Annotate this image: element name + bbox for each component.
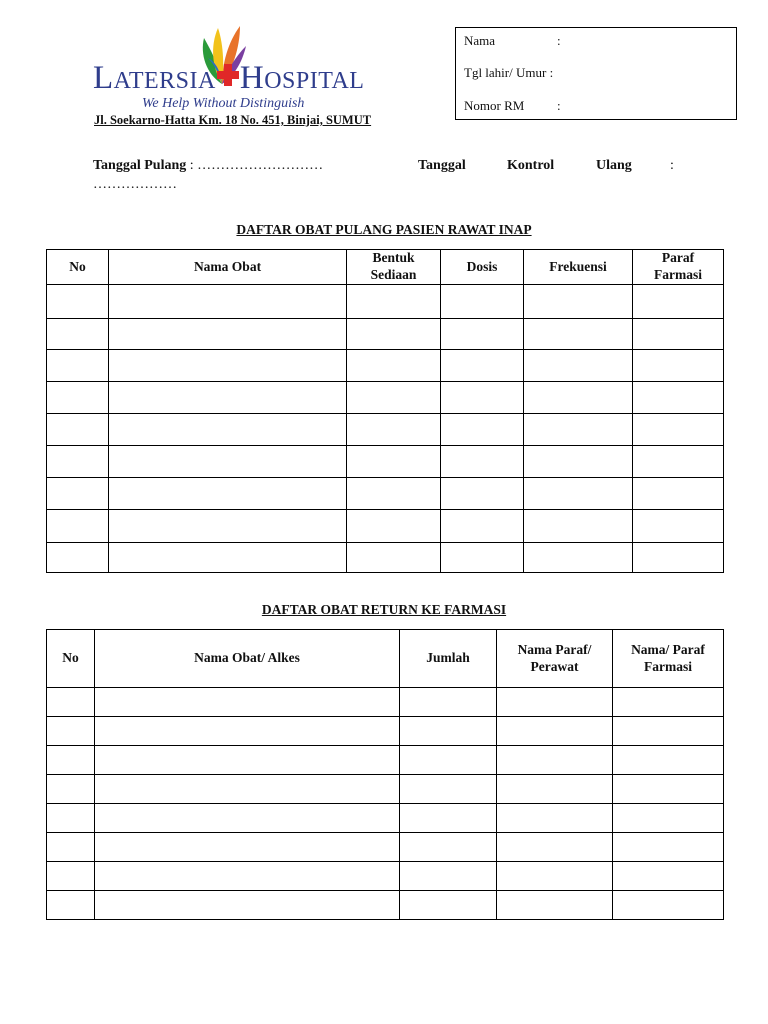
discharge-date-line [93,159,323,173]
return-medication-title: DAFTAR OBAT RETURN KE FARMASI [261,602,507,617]
table-cell[interactable] [47,319,109,350]
table-cell[interactable] [497,833,613,862]
table-cell[interactable] [47,350,109,382]
table-cell[interactable] [347,319,441,350]
table-cell[interactable] [95,833,400,862]
return-medication-table [46,629,724,920]
header-nama-obat: Nama Obat [109,250,347,285]
table-cell[interactable] [613,717,724,746]
table-cell[interactable] [400,688,497,717]
table-cell[interactable] [47,478,109,510]
table-cell[interactable] [47,446,109,478]
table-row [47,414,724,446]
patient-name-label: Nama [464,33,496,48]
header-paraf-line1: Paraf [661,250,695,266]
table-cell[interactable] [441,285,524,319]
logo-initial-h: H [239,60,265,96]
table-cell[interactable] [400,775,497,804]
table-cell[interactable] [400,746,497,775]
table-cell[interactable] [613,746,724,775]
table-cell[interactable] [497,688,613,717]
table-cell[interactable] [524,414,633,446]
table-cell[interactable] [347,478,441,510]
table-cell[interactable] [497,746,613,775]
table-cell[interactable] [95,891,400,920]
table-cell[interactable] [47,717,95,746]
table-cell[interactable] [47,804,95,833]
table-row [47,891,724,920]
table-cell[interactable] [524,350,633,382]
patient-name-colon: : [557,33,561,48]
table-cell[interactable] [347,446,441,478]
table-cell[interactable] [47,688,95,717]
table-cell[interactable] [95,717,400,746]
table-cell[interactable] [95,775,400,804]
table-cell[interactable] [400,804,497,833]
header-bentuk-line2: Sediaan [370,267,417,282]
table-header-row [47,250,724,285]
header-bentuk-sediaan [347,250,441,285]
table-cell[interactable] [95,862,400,891]
table-cell[interactable] [109,382,347,414]
table-cell[interactable] [347,543,441,573]
table-cell[interactable] [109,414,347,446]
discharge-medication-table [46,249,724,573]
header-paraf-line2: Farmasi [654,267,702,282]
table-cell[interactable] [633,285,724,319]
table-cell[interactable] [524,382,633,414]
table-row [47,717,724,746]
table-cell[interactable] [633,350,724,382]
table-header-row [47,630,724,688]
control-date-word-tanggal: Tanggal [418,158,466,173]
table-cell[interactable] [95,688,400,717]
table-cell[interactable] [109,350,347,382]
table-cell[interactable] [613,891,724,920]
table-row [47,688,724,717]
table-cell[interactable] [441,350,524,382]
table-row [47,510,724,543]
hospital-logo-name [93,62,364,95]
table-cell[interactable] [497,717,613,746]
table-row [47,446,724,478]
table-cell[interactable] [441,319,524,350]
header-dosis: Dosis [441,250,524,285]
logo-initial-l: L [93,60,114,96]
table-cell[interactable] [400,862,497,891]
patient-info-box [455,27,737,120]
header-perawat-line2: Perawat [530,658,579,674]
control-date-word-ulang: Ulang [596,158,632,173]
table-cell[interactable] [47,543,109,573]
header-no: No [47,250,109,285]
header-perawat-line1: Nama Paraf/ [517,641,592,657]
hospital-address: Jl. Soekarno-Hatta Km. 18 No. 451, Binjai, SUMUT [94,113,372,127]
table-cell[interactable] [633,478,724,510]
table-cell[interactable] [400,833,497,862]
table-cell[interactable] [47,891,95,920]
table-cell[interactable] [633,510,724,543]
patient-rm-label: Nomor RM [464,98,525,113]
control-date-colon: : [670,158,674,173]
table-row [47,775,724,804]
header-no: No [47,630,95,688]
table-cell[interactable] [633,382,724,414]
header-farmasi-line1: Nama/ Paraf [631,641,705,657]
header-nama-obat-alkes: Nama Obat/ Alkes [95,630,400,688]
table-cell[interactable] [400,891,497,920]
table-cell[interactable] [497,862,613,891]
table-cell[interactable] [613,862,724,891]
logo-name-part2: OSPITAL [264,68,365,94]
table-cell[interactable] [441,446,524,478]
header-nama-paraf-farmasi [613,630,724,688]
control-date-word-kontrol: Kontrol [507,158,555,173]
table-cell[interactable] [47,382,109,414]
table-cell[interactable] [524,543,633,573]
header-paraf-farmasi [633,250,724,285]
table-cell[interactable] [47,746,95,775]
table-cell[interactable] [497,804,613,833]
table-cell[interactable] [613,775,724,804]
table-row [47,285,724,319]
table-cell[interactable] [524,446,633,478]
table-cell[interactable] [109,446,347,478]
table-cell[interactable] [95,746,400,775]
table-cell[interactable] [47,775,95,804]
control-date-dots: ……………… [93,177,177,192]
hospital-tagline: We Help Without Distinguish [142,96,305,111]
table-cell[interactable] [47,510,109,543]
table-cell[interactable] [497,891,613,920]
table-cell[interactable] [47,285,109,319]
logo-name-part1: ATERSIA [113,68,216,94]
table-row [47,319,724,350]
header-jumlah: Jumlah [400,630,497,688]
table-row [47,478,724,510]
table-cell[interactable] [524,285,633,319]
table-row [47,862,724,891]
table-cell[interactable] [347,285,441,319]
table-row [47,350,724,382]
table-cell[interactable] [95,804,400,833]
table-cell[interactable] [524,319,633,350]
table-cell[interactable] [633,319,724,350]
table-cell[interactable] [347,510,441,543]
table-cell[interactable] [441,543,524,573]
header-bentuk-line1: Bentuk [372,250,415,266]
header-farmasi-line2: Farmasi [644,658,692,674]
discharge-medication-title: DAFTAR OBAT PULANG PASIEN RAWAT INAP [236,222,532,237]
table-cell[interactable] [347,414,441,446]
table-cell[interactable] [441,414,524,446]
table-cell[interactable] [633,446,724,478]
table-row [47,543,724,573]
table-cell[interactable] [613,804,724,833]
table-cell[interactable] [400,717,497,746]
table-cell[interactable] [497,775,613,804]
patient-dob-age-label: Tgl lahir/ Umur : [464,65,554,80]
table-cell[interactable] [613,833,724,862]
table-cell[interactable] [633,414,724,446]
header-frekuensi: Frekuensi [524,250,633,285]
table-row [47,804,724,833]
table-cell[interactable] [109,285,347,319]
table-cell[interactable] [347,350,441,382]
table-cell[interactable] [109,543,347,573]
table-cell[interactable] [524,510,633,543]
header-nama-paraf-perawat [497,630,613,688]
table-cell[interactable] [441,510,524,543]
table-cell[interactable] [524,478,633,510]
table-cell[interactable] [47,862,95,891]
table-cell[interactable] [613,688,724,717]
table-cell[interactable] [109,478,347,510]
table-cell[interactable] [633,543,724,573]
table-row [47,833,724,862]
table-row [47,746,724,775]
table-cell[interactable] [347,382,441,414]
discharge-date-dots: : ……………………… [186,158,324,173]
table-cell[interactable] [441,382,524,414]
red-cross-icon [217,64,239,86]
patient-rm-colon: : [557,98,561,113]
table-cell[interactable] [47,833,95,862]
table-cell[interactable] [109,510,347,543]
table-row [47,382,724,414]
discharge-date-label: Tanggal Pulang [93,158,187,173]
table-cell[interactable] [47,414,109,446]
table-cell[interactable] [441,478,524,510]
table-cell[interactable] [109,319,347,350]
